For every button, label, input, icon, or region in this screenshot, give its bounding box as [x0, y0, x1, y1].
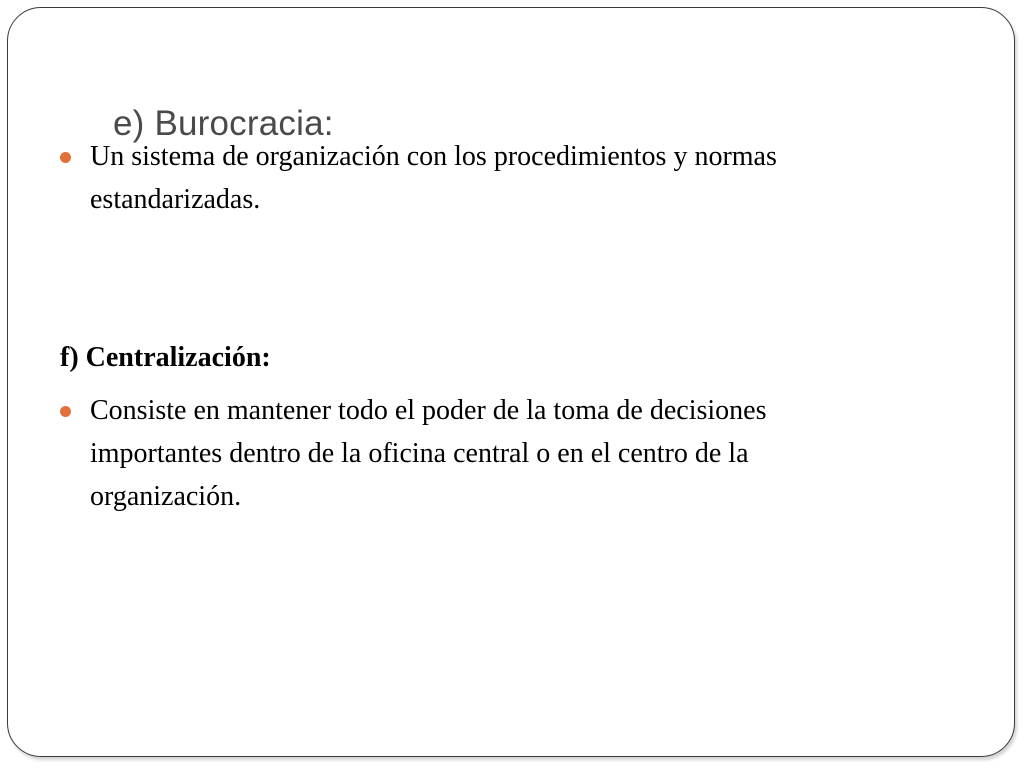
section-heading-centralizacion: f) Centralización: — [60, 342, 271, 373]
bullet-dot-icon — [60, 406, 71, 417]
bullet-item-centralizacion — [90, 389, 766, 518]
bullet-line: estandarizadas. — [90, 184, 261, 215]
slide-title: e) Burocracia: — [113, 104, 334, 143]
bullet-dot-icon — [60, 152, 71, 163]
bullet-line: organización. — [90, 481, 242, 512]
bullet-line: Un sistema de organización con los procedimientos y normas — [90, 141, 777, 172]
bullet-line: Consiste en mantener todo el poder de la toma de decisiones — [90, 395, 767, 426]
bullet-line: importantes dentro de la oficina central o en el centro de la — [90, 438, 749, 469]
